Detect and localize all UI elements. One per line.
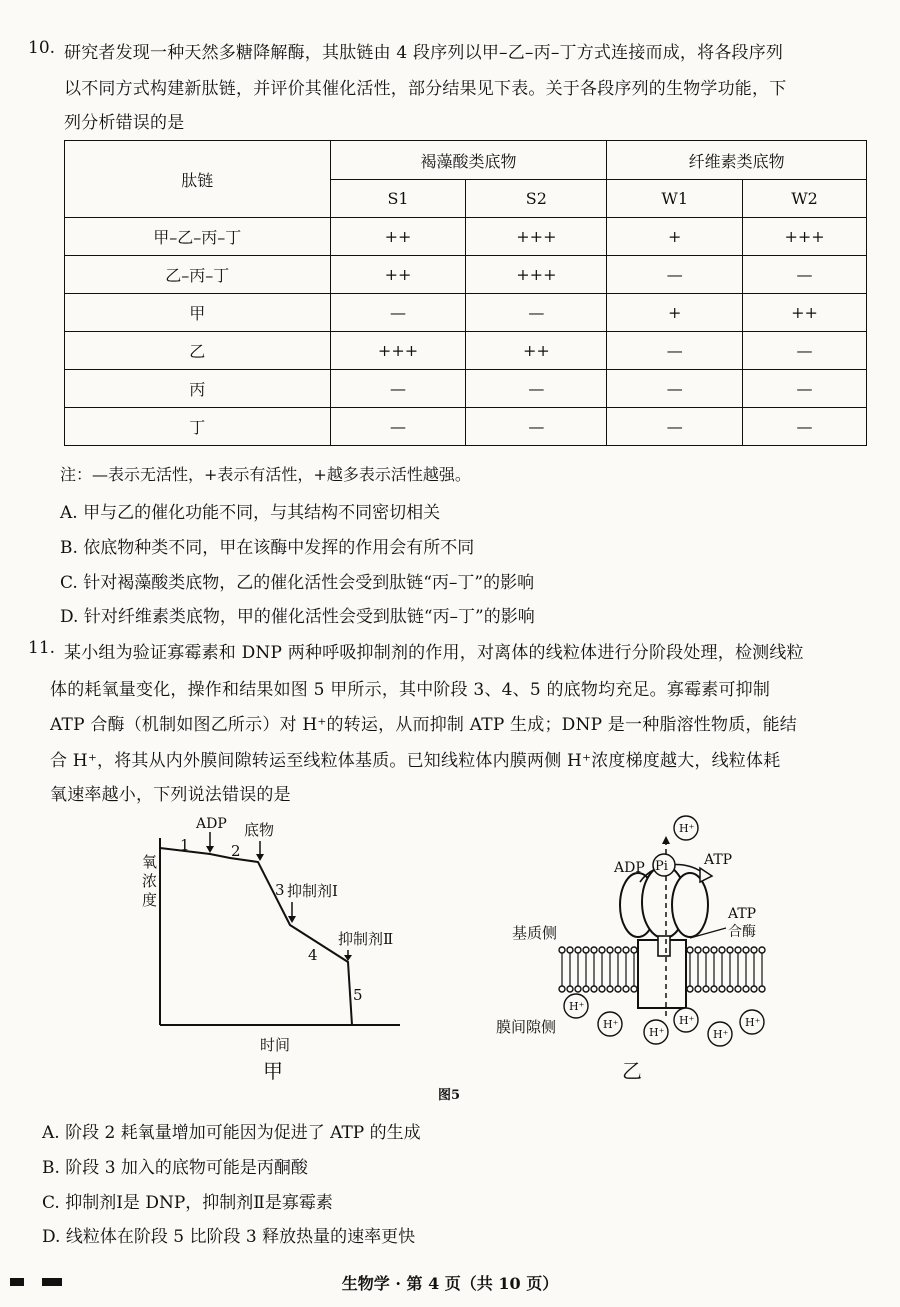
adp-label: ADP — [614, 860, 645, 876]
table-row — [65, 408, 867, 446]
table-subheader: W1 — [607, 180, 743, 218]
substrate-label: 底物 — [244, 821, 275, 839]
table-row — [65, 370, 867, 408]
cell: + — [607, 294, 743, 332]
cell: ++ — [330, 256, 466, 294]
stage-label: 4 — [308, 946, 318, 964]
table-header-peptide: 肽链 — [65, 141, 331, 218]
q10-option-c: C. 针对褐藻酸类底物，乙的催化活性会受到肽链“丙–丁”的影响 — [60, 573, 535, 593]
cell: +++ — [466, 218, 607, 256]
stage-label: 3 — [275, 881, 285, 899]
cell: — — [466, 294, 607, 332]
cell: — — [607, 332, 743, 370]
cell: ++ — [330, 218, 466, 256]
question-11-stem-line-1: 某小组为验证寡霉素和 DNP 两种呼吸抑制剂的作用，对离体的线粒体进行分阶段处理，检测线粒 — [64, 643, 804, 663]
cell: — — [743, 408, 867, 446]
h-ion-label: H⁺ — [649, 1026, 665, 1039]
cell: — — [466, 408, 607, 446]
q10-option-d: D. 针对纤维素类底物，甲的催化活性会受到肽链“丙–丁”的影响 — [60, 607, 535, 627]
cell: +++ — [330, 332, 466, 370]
stage-label: 2 — [231, 842, 241, 860]
table-note: 注：—表示无活性，+表示有活性，+越多表示活性越强。 — [60, 465, 471, 484]
matrix-side-label: 基质侧 — [512, 924, 558, 942]
adp-arrowhead — [206, 846, 214, 853]
cell: — — [330, 294, 466, 332]
cell: +++ — [466, 256, 607, 294]
q11-option-d: D. 线粒体在阶段 5 比阶段 3 释放热量的速率更快 — [42, 1227, 416, 1247]
cell: — — [743, 256, 867, 294]
y-label-char: 浓 — [142, 872, 158, 890]
cell: — — [330, 370, 466, 408]
figure-a-caption: 甲 — [263, 1059, 283, 1083]
table-subheader: W2 — [743, 180, 867, 218]
question-11-stem-line-3: ATP 合酶（机制如图乙所示）对 H⁺的转运，从而抑制 ATP 生成；DNP 是一种脂溶性物质，能结 — [50, 715, 798, 735]
q10-option-b: B. 依底物种类不同，甲在该酶中发挥的作用会有所不同 — [60, 538, 475, 558]
cell: ++ — [466, 332, 607, 370]
question-11-stem-line-5: 氧速率越小，下列说法错误的是 — [50, 785, 291, 805]
row-name: 乙–丙–丁 — [65, 256, 331, 294]
figure-b-caption: 乙 — [622, 1059, 642, 1083]
cell: — — [607, 408, 743, 446]
h-ion-label: H⁺ — [603, 1018, 619, 1031]
adp-label: ADP — [196, 816, 227, 832]
activity-table — [64, 140, 867, 446]
cell: — — [466, 370, 607, 408]
figure-title: 图5 — [438, 1088, 461, 1103]
row-name: 甲–乙–丙–丁 — [65, 218, 331, 256]
row-name: 甲 — [65, 294, 331, 332]
h-ion-label: H⁺ — [713, 1028, 729, 1041]
page-footer: 生物学 · 第 4 页（共 10 页） — [341, 1274, 559, 1293]
question-10-stem-line-1: 研究者发现一种天然多糖降解酶，其肽链由 4 段序列以甲–乙–丙–丁方式连接而成，将各段序列 — [64, 43, 784, 63]
table-subheader: S2 — [466, 180, 607, 218]
row-name: 乙 — [65, 332, 331, 370]
cell: — — [743, 332, 867, 370]
question-10-stem-line-2: 以不同方式构建新肽链，并评价其催化活性，部分结果见下表。关于各段序列的生物学功能，下 — [64, 79, 787, 99]
h-ion-label: H⁺ — [569, 1000, 585, 1013]
figure-atp-synthase — [490, 810, 790, 1085]
y-label-char: 度 — [142, 891, 158, 909]
table-header-alginate: 褐藻酸类底物 — [330, 141, 607, 180]
h-ion-label: H⁺ — [679, 822, 695, 835]
question-11-number: 11. — [28, 638, 56, 658]
q10-option-a: A. 甲与乙的催化功能不同，与其结构不同密切相关 — [60, 503, 441, 523]
atp-arrowhead — [700, 868, 712, 882]
cell: ++ — [743, 294, 867, 332]
row-name: 丁 — [65, 408, 331, 446]
table-row — [65, 256, 867, 294]
table-row — [65, 294, 867, 332]
stage-label: 1 — [180, 836, 190, 854]
cell: — — [607, 370, 743, 408]
question-11-stem-line-4: 合 H⁺，将其从内外膜间隙转运至线粒体基质。已知线粒体内膜两侧 H⁺浓度梯度越大，线粒体耗 — [50, 751, 781, 771]
question-10-number: 10. — [28, 38, 56, 58]
inhibitor2-label: 抑制剂Ⅱ — [338, 930, 394, 948]
atp-synthase-stalk — [658, 936, 670, 956]
oxygen-curve — [160, 848, 352, 1025]
inhibitor1-label: 抑制剂Ⅰ — [287, 882, 338, 900]
substrate-arrowhead — [256, 854, 264, 861]
cell: +++ — [743, 218, 867, 256]
q11-option-b: B. 阶段 3 加入的底物可能是丙酮酸 — [42, 1158, 308, 1178]
stage-label: 5 — [353, 986, 363, 1004]
q11-option-a: A. 阶段 2 耗氧量增加可能因为促进了 ATP 的生成 — [42, 1123, 421, 1143]
cell: — — [607, 256, 743, 294]
atp-synthase-label: ATP — [728, 906, 757, 922]
atp-synthase-label: 合酶 — [728, 924, 756, 940]
table-row — [65, 218, 867, 256]
proton-arrowhead — [662, 836, 670, 844]
cell: + — [607, 218, 743, 256]
pi-label: Pi — [655, 859, 668, 874]
intermembrane-side-label: 膜间隙侧 — [496, 1018, 557, 1036]
table-header-cellulose: 纤维素类底物 — [607, 141, 867, 180]
atp-synthase-head-right — [672, 873, 708, 937]
table-subheader: S1 — [330, 180, 466, 218]
cell: — — [330, 408, 466, 446]
cell: — — [743, 370, 867, 408]
question-10-stem-line-3: 列分析错误的是 — [64, 113, 185, 133]
h-ion-label: H⁺ — [679, 1014, 695, 1027]
q11-option-c: C. 抑制剂Ⅰ是 DNP，抑制剂Ⅱ是寡霉素 — [42, 1193, 333, 1213]
row-name: 丙 — [65, 370, 331, 408]
h-ion-label: H⁺ — [745, 1016, 761, 1029]
question-11-stem-line-2: 体的耗氧量变化，操作和结果如图 5 甲所示，其中阶段 3、4、5 的底物均充足。寡霉素可抑制 — [50, 680, 771, 700]
x-axis-label: 时间 — [260, 1036, 291, 1054]
atp-label: ATP — [704, 852, 733, 868]
y-label-char: 氧 — [142, 853, 158, 871]
table-row — [65, 332, 867, 370]
figure-oxygen-graph — [130, 810, 420, 1085]
